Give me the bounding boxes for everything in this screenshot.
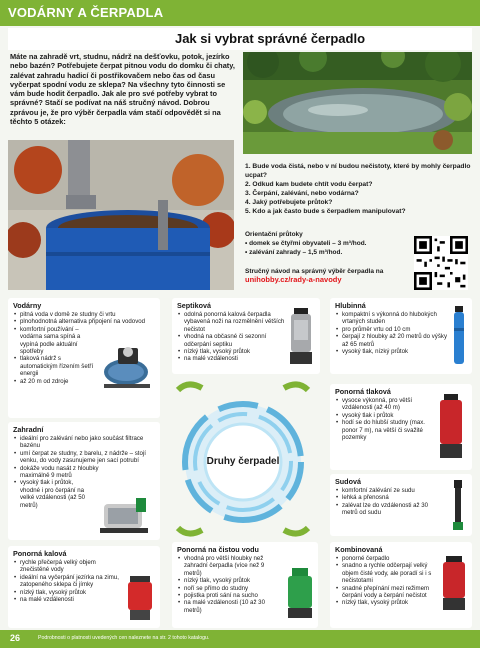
question-item: 3. Čerpání, zalévání, nebo vodárna? [245,190,359,197]
septic-pump-icon [286,306,316,368]
card-item: • umí čerpat ze studny, z barelu, z nádrže – stojí venku, do vody zasunujeme jen sací potrubí [13,450,158,465]
card-item: • na malé vzdálenosti (10 až 30 metrů) [177,599,281,614]
pressure-pump-icon [434,392,468,462]
card-kombinovana [330,542,472,628]
card-title: Hlubinná [335,301,366,310]
card-list [335,555,439,607]
card-item: • na malé vzdálenosti [177,355,287,362]
card-ponorna-tlakova [330,384,472,470]
flow-item: • domek se čtyřmi obyvateli – 3 m³/hod. [245,240,367,247]
card-item: • pojistka proti sání na sucho [177,592,281,599]
pump-types-label: Druhy čerpadel [206,456,280,467]
card-item: • čerpají z hloubky až 20 metrů do výšky až 65 metrů [335,333,447,348]
guide-url[interactable]: unihobby.cz/rady-a-navody [245,275,342,284]
barrel-pump-icon [448,478,468,532]
card-title: Kombinovaná [335,545,383,554]
card-ponorna-kalova [8,546,160,628]
card-item: • vysoký tlak i průtok [335,412,435,419]
flow-item: • zalévání zahrady – 1,5 m³/hod. [245,249,343,256]
page-footer [0,630,480,648]
card-title: Sudová [335,477,361,486]
card-item: • vysoký tlak i průtok, vhodné i pro čerpání na velké vzdálenosti (až 50 metrů) [13,479,93,509]
card-item: • nízký tlak, vysoký průtok [335,599,439,606]
garden-pump-icon [96,494,154,536]
card-zahradni [8,422,160,540]
card-item: • lehká a přenosná [335,494,445,501]
card-vodarny [8,298,160,418]
article-intro: Máte na zahradě vrt, studnu, nádrž na dešťovku, potok, jezírko nebo bazén? Potřebujete čerpat pitnou vodu do domku či chaty, zalévat zahradu hadicí či postřikovačem nebo čas od času vyčerpat spodní vodu ze sklepa? Na všechny tyto činnosti se vám bude hodit čerpadlo. Jak ale pro své potřeby vybrat to správné? Stačí se podívat na náš stručný návod. Dobrou zprávou je, že pro výběr čerpadla vám stačí odpovědět si na těchto 5 otázek: [10,52,235,127]
card-item: • rychle přečerpá velký objem znečistěné vody [13,559,121,574]
clean-water-pump-icon [284,566,316,622]
card-item: • komfortní používání – vodárna sama spíná a vypíná podle aktuální spotřeby [13,326,99,356]
question-list [245,162,473,216]
card-sudova [330,474,472,536]
card-item: • pitná voda v domě ze studny či vrtu [13,311,153,318]
card-item: • komfortní zalévání ze sudu [335,487,445,494]
card-item: • dokáže vodu nasát z hloubky maximálně 9 metrů [13,465,113,480]
page-number: 26 [10,633,21,643]
combined-pump-icon [438,554,470,614]
card-item: • tlaková nádrž s automatickým řízením šetří energii [13,355,99,377]
guide-link-block [245,268,410,284]
card-list [13,311,146,385]
card-title: Ponorná na čistou vodu [177,545,259,554]
card-item: • snadno a rychle odčerpají velký objem čisté vody, ale poradí si i s nečistotami [335,562,439,584]
flow-rates [245,230,405,257]
article-heading-box [8,28,472,50]
guide-text: Stručný návod na správný výběr čerpadla na [245,268,384,275]
card-list [13,559,121,603]
card-item: • noří se přímo do studny [177,585,281,592]
card-item: • vysoce výkonná, pro větší vzdálenosti (až 40 m) [335,397,435,412]
card-list [335,397,435,441]
card-item: • odolná ponorná kalová čerpadla vybavená noži na rozmělnění větších nečistot [177,311,287,333]
question-item: 2. Odkud kam budete chtít vodu čerpat? [245,181,373,188]
card-item: • snadné přepínání mezi režimem čerpání vody a čerpání nečistot [335,585,439,600]
card-item: • ideální na vyčerpání jezírka na zimu, zatopeného sklepa či jímky [13,574,121,589]
card-item: • plnohodnotná alternativa připojení na vodovod [13,318,153,325]
card-list [335,487,445,517]
card-title: Septiková [177,301,211,310]
question-item: 1. Bude voda čistá, nebo v ní budou nečistoty, které by mohly čerpadlo ucpat? [245,163,471,179]
card-item: • hodí se do hlubší studny (max. ponor 7 m), na větší či svažité pozemky [335,419,435,441]
card-item: • nízký tlak, vysoký průtok [177,577,281,584]
card-item: • kompaktní s výkonná do hlubokých vrtaných studen [335,311,447,326]
article-title: Jak si vybrat správné čerpadlo [174,31,366,46]
card-title: Vodárny [13,301,42,310]
deep-well-pump-icon [450,304,468,370]
card-hlubinna [330,298,472,374]
card-item: • zalévat lze do vzdálenosti až 30 metrů od sudu [335,502,445,517]
card-title: Zahradní [13,425,44,434]
section-title: VODÁRNY A ČERPADLA [8,5,164,20]
question-item: 5. Kdo a jak často bude s čerpadlem manipulovat? [245,208,406,215]
flow-title: Orientační průtoky [245,231,303,238]
price-validity-note: Podrobnosti o platnosti uvedených cen naleznete na str. 2 tohoto katalogu. [38,635,210,641]
card-item: • vhodná pro větší hloubky než zahradní čerpadla (více než 9 metrů) [177,555,281,577]
card-item: • ponorné čerpadlo [335,555,439,562]
card-item: • ideální pro zalévání nebo jako součást filtrace bazénu [13,435,158,450]
section-header [0,0,480,26]
card-item: • nízký tlak, vysoký průtok [177,348,287,355]
card-list [335,311,447,355]
card-septikova [172,298,320,374]
card-item: • pro průměr vrtu od 10 cm [335,326,447,333]
card-item: • vysoký tlak, nízký průtok [335,348,447,355]
card-ponorna-cista [172,542,318,628]
card-item: • až 20 m od zdroje [13,378,99,385]
card-title: Ponorná kalová [13,549,67,558]
water-station-pump-icon [100,342,156,390]
card-item: • nízký tlak, vysoký průtok [13,589,121,596]
card-list [177,555,281,614]
card-title: Ponorná tlaková [335,387,391,396]
qr-code[interactable] [414,236,468,290]
card-item: • na malé vzdálenosti [13,596,121,603]
card-list [177,311,287,363]
card-item: • vhodná na občasné či sezonní odčerpání septiku [177,333,287,348]
question-item: 4. Jaký potřebujete průtok? [245,199,333,206]
sludge-pump-icon [124,572,156,622]
garden-pond-photo [243,52,472,154]
rain-barrel-photo [8,140,234,290]
